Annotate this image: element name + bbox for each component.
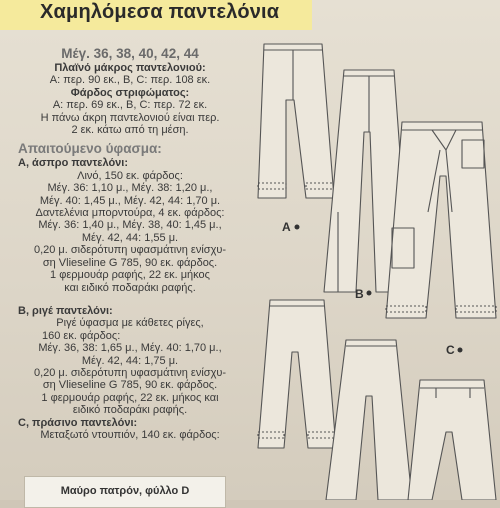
label-c-dot [458, 348, 463, 353]
item-a-line: 0,20 μ. σιδερότυπη υφασμάτινη ενίσχυ- [33, 244, 227, 257]
pattern-sheet-label: Μαύρο πατρόν, φύλλο D [60, 485, 190, 497]
item-b-line: Μέγ. 36, 38: 1,65 μ., Μέγ. 40: 1,70 μ., [38, 342, 222, 355]
label-b: B [355, 287, 364, 301]
trousers-a-drawing [258, 44, 334, 198]
item-b-line: 1 φερμουάρ ραφής, 22 εκ. μήκος και [41, 391, 219, 404]
fabric-heading: Απαιτούμενο ύφασμα: [18, 141, 162, 157]
trousers-c-back-drawing [408, 380, 496, 500]
item-a-heading: A, άσπρο παντελόνι: [18, 157, 129, 170]
trousers-b-back-drawing [326, 340, 412, 500]
item-b-line: 160 εκ. φάρδος: [42, 329, 121, 342]
item-a-line: Μέγ. 36: 1,40 μ., Μέγ. 38, 40: 1,45 μ., [38, 219, 222, 232]
label-a-dot [295, 225, 300, 230]
item-a-line: Λινό, 150 εκ. φάρδος: [77, 169, 183, 182]
note-line-1: Η πάνω άκρη παντελονιού είναι περ. [40, 111, 220, 124]
item-b-heading: B, ριγέ παντελόνι: [18, 304, 113, 317]
item-a-line: ση Vlieseline G 785, 90 εκ. φάρδος. [42, 256, 218, 269]
item-b-line: Ριγέ ύφασμα με κάθετες ρίγες, [56, 317, 204, 330]
length-heading: Πλαϊνό μάκρος παντελονιού: [54, 62, 206, 74]
item-a-line: Μέγ. 36: 1,10 μ., Μέγ. 38: 1,20 μ., [47, 182, 213, 195]
item-a-line: και ειδικό ποδαράκι ραφής. [64, 281, 196, 294]
trousers-c-drawing [386, 122, 496, 318]
item-c-heading: C, πράσινο παντελόνι: [18, 416, 138, 429]
page-title: Χαμηλόμεσα παντελόνια [40, 1, 280, 23]
label-b-dot [367, 291, 372, 296]
length-values: A: περ. 90 εκ., B, C: περ. 108 εκ. [49, 74, 211, 87]
note-line-2: 2 εκ. κάτω από τη μέση. [71, 124, 189, 137]
item-a-line: 1 φερμουάρ ραφής, 22 εκ. μήκος [50, 269, 210, 282]
waist-values: A: περ. 69 εκ., B, C: περ. 72 εκ. [52, 99, 208, 112]
item-a-line: Μέγ. 40: 1,45 μ., Μέγ. 42, 44: 1,70 μ. [39, 194, 221, 207]
trousers-a-back-drawing [258, 300, 336, 448]
item-a-line: Δαντελένια μπορντούρα, 4 εκ. φάρδος: [35, 207, 225, 220]
item-b-line: ειδικό ποδαράκι ραφής. [72, 404, 188, 417]
item-b-line: Μέγ. 42, 44: 1,75 μ. [81, 354, 179, 367]
label-a: A [282, 220, 291, 234]
item-b-line: ση Vlieseline G 785, 90 εκ. φάρδος. [42, 379, 218, 392]
waist-heading: Φάρδος στριφώματος: [70, 86, 190, 99]
item-a-line: Μέγ. 42, 44: 1,55 μ. [81, 231, 179, 244]
item-c-line: Μεταξωτό ντουπιόν, 140 εκ. φάρδος: [40, 428, 220, 441]
item-b-line: 0,20 μ. σιδερότυπη υφασμάτινη ενίσχυ- [33, 366, 227, 379]
label-c: C [446, 343, 455, 357]
sizes-heading: Μέγ. 36, 38, 40, 42, 44 [61, 46, 199, 61]
